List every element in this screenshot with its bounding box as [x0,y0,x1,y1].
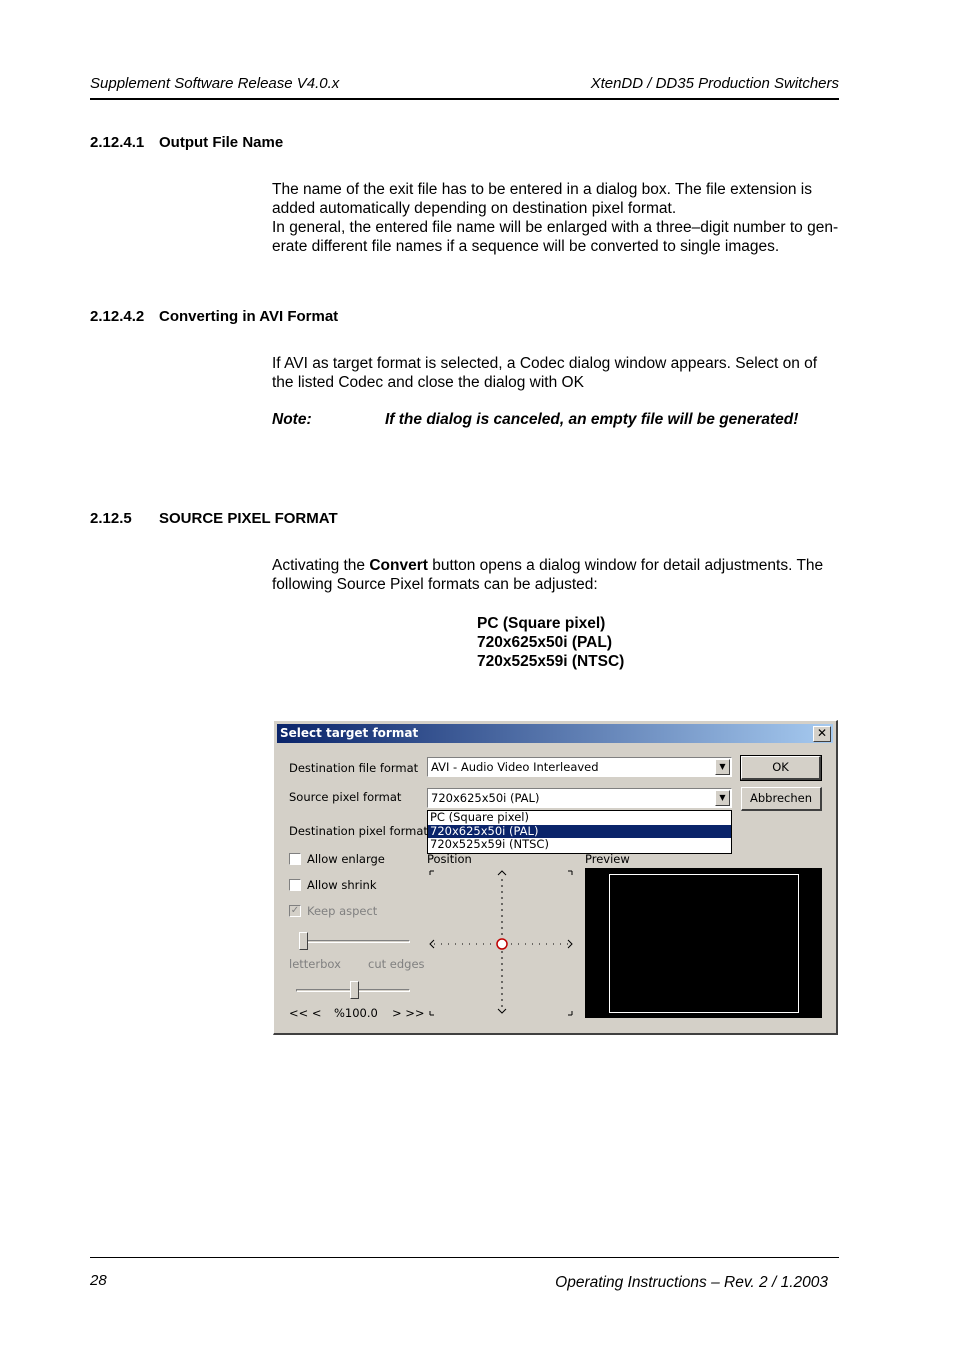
allow-shrink-label: Allow shrink [307,878,377,892]
corner-mark [568,871,572,875]
page-number: 28 [90,1272,107,1289]
select-target-format-dialog [273,720,838,1035]
header-rule [90,98,839,100]
note-text: If the dialog is canceled, an empty file will be generated! [385,411,799,428]
running-header-left: Supplement Software Release V4.0.x [90,75,340,92]
keep-aspect-label: Keep aspect [307,904,378,918]
source-pixel-format-value: 720x625x50i (PAL) [431,791,540,805]
preview-pane [585,868,822,1018]
dialog-titlebar [277,724,833,743]
running-footer: Operating Instructions – Rev. 2 / 1.2003 [555,1274,828,1291]
allow-enlarge-label: Allow enlarge [307,852,385,866]
corner-mark [430,1011,434,1015]
close-icon[interactable]: ✕ [813,726,831,742]
dropdown-option[interactable]: 720x525x59i (NTSC) [430,837,549,851]
dest-file-format-select[interactable] [427,757,732,777]
source-pixel-format-dropdown-list[interactable] [427,810,732,854]
chevron-down-icon[interactable]: ▼ [715,790,730,806]
note-label: Note: [272,411,312,428]
zoom-slider-thumb[interactable] [350,981,359,999]
position-control[interactable] [426,867,576,1019]
letterbox-slider-track[interactable] [299,940,410,943]
corner-mark [430,871,434,875]
output-file-name-body [272,180,842,256]
position-handle [497,939,507,949]
dropdown-option-selected[interactable]: 720x625x50i (PAL) [428,825,731,839]
position-label: Position [427,852,472,866]
section-title: Output File Name [159,134,284,151]
convert-keyword: Convert [369,557,428,574]
dest-pixel-format-label: Destination pixel format [289,824,428,838]
zoom-value: %100.0 [334,1006,378,1020]
source-pixel-format-body [272,556,842,594]
paragraph: The name of the exit file has to be entered in a dialog box. The file extension is added automatically depending on destination pixel format. [272,181,812,217]
preview-frame [609,874,799,1013]
right-arrow-icon [568,940,572,948]
section-number: 2.12.5 [90,510,132,527]
corner-mark [568,1011,572,1015]
running-header-right: XtenDD / DD35 Production Switchers [590,75,839,92]
paragraph: If AVI as target format is selected, a Codec dialog window appears. Select on of the listed Codec and close the dialog with OK [272,355,818,391]
pixel-format-list [477,614,624,671]
section-heading-converting-avi [90,308,338,325]
dropdown-option[interactable]: PC (Square pixel) [430,810,529,824]
cut-edges-label: cut edges [368,957,425,971]
cancel-button[interactable]: Abbrechen [741,787,822,811]
section-heading-output-file-name [90,134,283,151]
note [272,411,798,429]
source-pixel-format-select[interactable] [427,788,732,808]
allow-shrink-checkbox[interactable] [289,879,301,891]
section-heading-source-pixel-format [90,510,338,527]
text-run: button opens a dialog window for detail adjustments. The following Source Pixel formats can be adjusted: [272,557,824,593]
ok-button[interactable]: OK [741,756,821,780]
text-run: Activating the [272,557,370,574]
section-number: 2.12.4.1 [90,134,145,151]
zoom-increase-button[interactable]: > >> [392,1006,425,1020]
section-title: Converting in AVI Format [159,308,339,325]
letterbox-slider-thumb[interactable] [299,932,308,950]
dialog-title: Select target format [280,726,419,740]
dest-file-format-value: AVI - Audio Video Interleaved [431,760,599,774]
source-pixel-format-label: Source pixel format [289,790,402,804]
converting-avi-body [272,354,842,392]
format-item: 720x525x59i (NTSC) [477,653,625,670]
section-title: SOURCE PIXEL FORMAT [159,510,338,527]
down-arrow-icon [498,1009,506,1013]
left-arrow-icon [430,940,434,948]
format-item: PC (Square pixel) [477,615,606,632]
paragraph [272,556,842,594]
preview-label: Preview [585,852,630,866]
up-arrow-icon [498,871,506,875]
letterbox-label: letterbox [289,957,341,971]
paragraph: In general, the entered file name will be enlarged with a three–digit number to generate different file names if a sequence will be converted to single images. [272,219,839,255]
footer-rule [90,1257,839,1258]
section-number: 2.12.4.2 [90,308,145,325]
zoom-decrease-button[interactable]: << < [289,1006,322,1020]
keep-aspect-checkbox[interactable]: ✓ [290,905,300,916]
allow-enlarge-checkbox[interactable] [289,853,301,865]
format-item: 720x625x50i (PAL) [477,634,612,651]
chevron-down-icon[interactable]: ▼ [715,759,730,775]
dest-file-format-label: Destination file format [289,761,419,775]
